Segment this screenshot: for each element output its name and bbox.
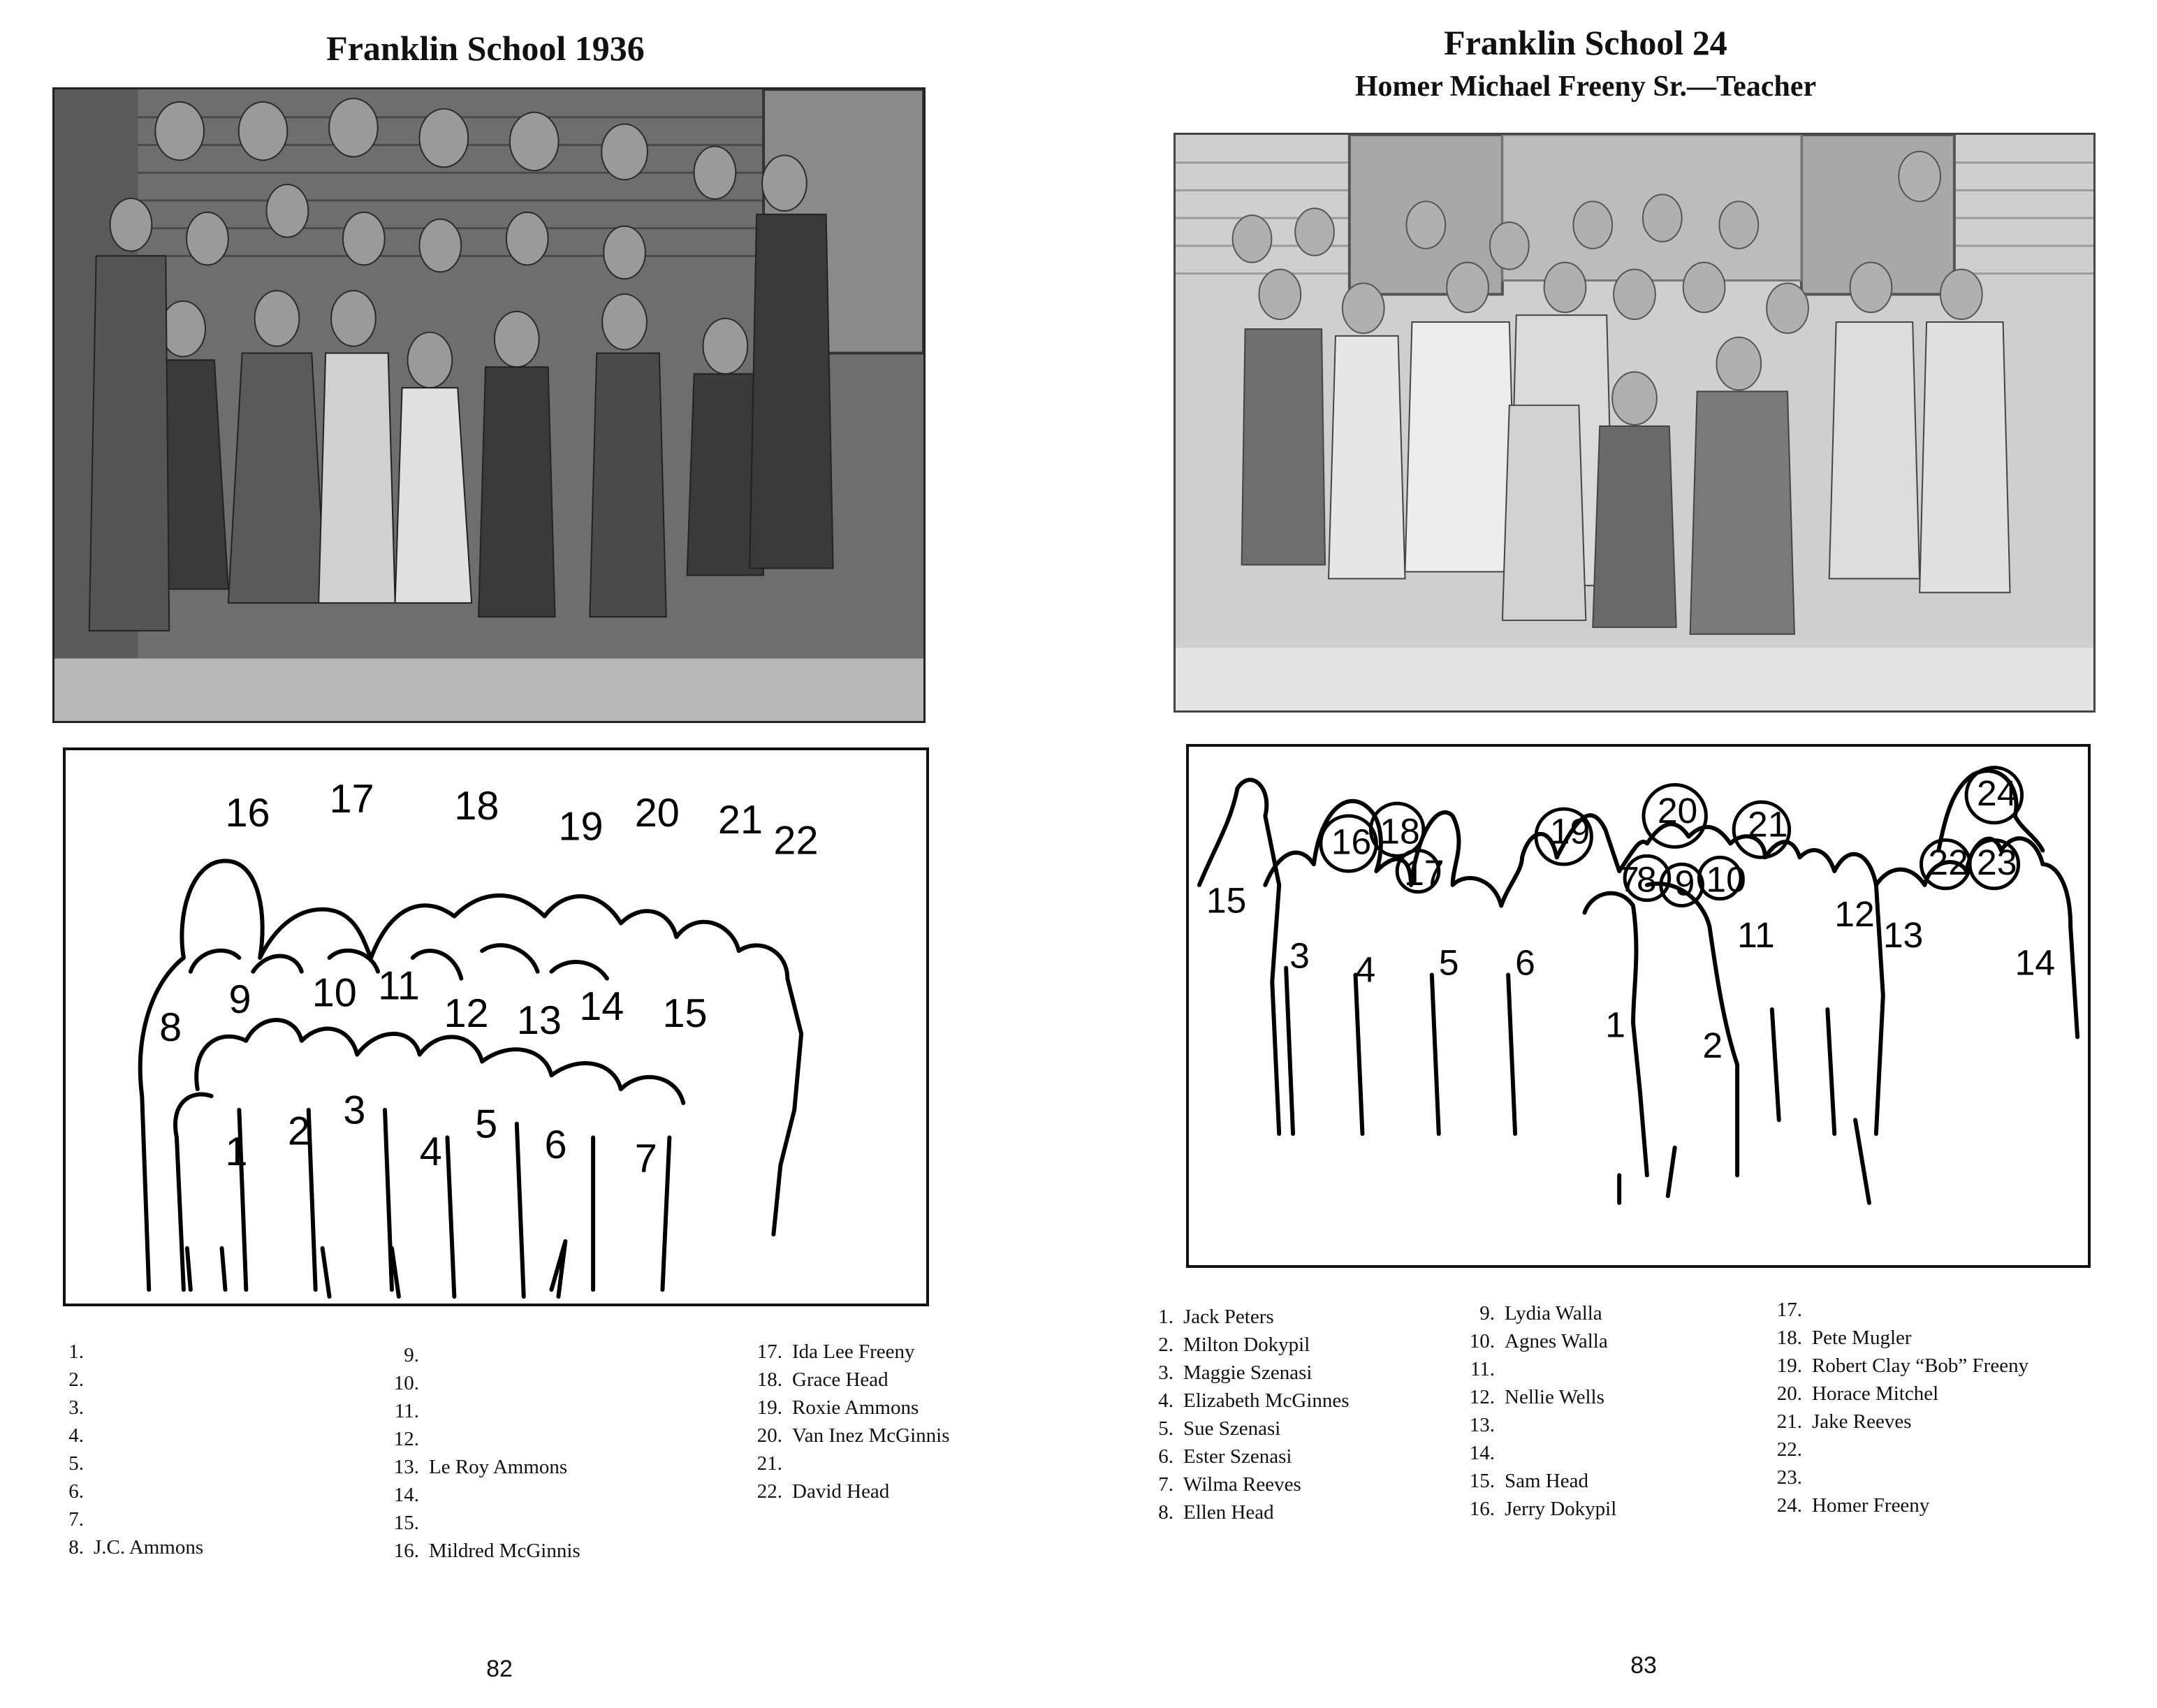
roster-entry: [42, 1505, 94, 1533]
roster-number: 13.: [1469, 1414, 1495, 1436]
roster-number: 1.: [68, 1341, 84, 1363]
key-label: 1: [225, 1130, 248, 1174]
roster-entry: [1453, 1383, 1604, 1411]
roster-name: Mildred McGinnis: [429, 1540, 580, 1562]
key-label: 4: [1355, 949, 1376, 990]
key-label: 17: [1404, 852, 1445, 893]
key-label: 3: [343, 1088, 366, 1133]
roster-name: Robert Clay “Bob” Freeny: [1812, 1355, 2029, 1377]
roster-number: 24.: [1776, 1494, 1802, 1517]
right-page: [1132, 0, 2157, 1708]
roster-entry: [1453, 1411, 1505, 1439]
key-label: 10: [312, 970, 357, 1016]
roster-number: 16.: [1469, 1498, 1495, 1520]
key-label: 14: [579, 984, 624, 1030]
roster-name: Le Roy Ammons: [429, 1456, 568, 1478]
roster-entry: [1132, 1359, 1312, 1387]
key-label: 7: [1619, 859, 1639, 900]
roster-entry: [1760, 1380, 1938, 1408]
roster-name: J.C. Ammons: [94, 1536, 204, 1559]
roster-number: 19.: [756, 1396, 782, 1419]
roster-entry: [1760, 1352, 2028, 1380]
roster-number: 22.: [1776, 1438, 1802, 1461]
roster-entry: [1132, 1387, 1350, 1415]
key-label: 19: [558, 804, 604, 849]
roster-entry: [1453, 1495, 1616, 1523]
key-label: 18: [454, 784, 499, 829]
roster-name: Ida Lee Freeny: [792, 1341, 915, 1363]
roster-name: Lydia Walla: [1505, 1302, 1602, 1324]
roster-number: 12.: [393, 1428, 419, 1450]
roster-entry: [740, 1338, 915, 1366]
roster-name: Roxie Ammons: [792, 1396, 919, 1419]
roster-name: Jake Reeves: [1812, 1410, 1912, 1433]
roster-entry: [1760, 1408, 1912, 1436]
roster-number: 14.: [1469, 1442, 1495, 1464]
key-label: 2: [1702, 1025, 1723, 1066]
key-number-labels: [1206, 773, 2055, 1065]
roster-number: 1.: [1158, 1306, 1173, 1328]
roster-number: 5.: [68, 1452, 84, 1475]
roster-number: 7.: [68, 1508, 84, 1531]
roster-entry: [1132, 1470, 1301, 1498]
key-label: 1: [1605, 1004, 1626, 1045]
key-label: 9: [1674, 862, 1695, 903]
roster-entry: [1760, 1436, 1812, 1464]
roster-number: 2.: [68, 1368, 84, 1391]
roster-number: 8.: [1158, 1501, 1173, 1524]
roster-number: 17.: [756, 1341, 782, 1363]
roster-name: Jerry Dokypil: [1505, 1498, 1617, 1520]
key-label: 11: [378, 963, 420, 1009]
key-label: 19: [1549, 810, 1591, 852]
roster-entry: [1132, 1303, 1274, 1331]
roster-name: Wilma Reeves: [1183, 1473, 1301, 1496]
roster-entry: [377, 1341, 429, 1369]
roster-number: 10.: [393, 1372, 419, 1394]
roster-entry: [1760, 1464, 1812, 1491]
roster-number: 10.: [1469, 1330, 1495, 1352]
page-number: 83: [1630, 1652, 1657, 1679]
key-label: 12: [444, 991, 489, 1036]
roster-number: 14.: [393, 1484, 419, 1506]
right-page-subtitle: Homer Michael Freeny Sr.—Teacher: [1354, 71, 1817, 103]
roster-entry: [377, 1425, 429, 1453]
roster-number: 6.: [1158, 1445, 1173, 1468]
roster-entry: [42, 1394, 94, 1422]
roster-entry: [1132, 1415, 1280, 1443]
roster-entry: [1132, 1331, 1310, 1359]
key-label: 15: [662, 991, 708, 1036]
key-label: 13: [1882, 914, 1924, 955]
roster-number: 8.: [68, 1536, 84, 1559]
key-label: 13: [516, 998, 562, 1043]
roster-name: Sam Head: [1505, 1470, 1588, 1492]
key-label: 3: [1289, 935, 1310, 976]
roster-number: 5.: [1158, 1417, 1173, 1440]
roster-number: 16.: [393, 1540, 419, 1562]
roster-name: Maggie Szenasi: [1183, 1362, 1313, 1384]
roster-name: Horace Mitchel: [1812, 1382, 1939, 1405]
roster-entry: [1132, 1443, 1292, 1470]
roster-entry: [1453, 1439, 1505, 1467]
roster-number: 22.: [756, 1480, 782, 1503]
roster-entry: [377, 1397, 429, 1425]
roster-number: 18.: [756, 1368, 782, 1391]
roster-name: Milton Dokypil: [1183, 1334, 1310, 1356]
roster-entry: [1453, 1467, 1588, 1495]
key-label: 7: [634, 1136, 657, 1181]
roster-number: 21.: [1776, 1410, 1802, 1433]
roster-entry: [740, 1394, 919, 1422]
key-number-labels: [159, 777, 818, 1181]
key-label: 20: [634, 790, 680, 835]
roster-name: Ellen Head: [1183, 1501, 1274, 1524]
roster-name: Van Inez McGinnis: [792, 1424, 950, 1447]
roster-name: Sue Szenasi: [1183, 1417, 1281, 1440]
roster-number: 6.: [68, 1480, 84, 1503]
key-label: 18: [1380, 810, 1420, 852]
roster-name: Agnes Walla: [1505, 1330, 1608, 1352]
roster-entry: [740, 1450, 792, 1477]
key-label: 8: [1637, 859, 1657, 900]
roster-number: 15.: [393, 1512, 419, 1534]
roster-name: Jack Peters: [1183, 1306, 1274, 1328]
roster-entry: [740, 1477, 889, 1505]
key-label: 14: [2015, 942, 2056, 983]
roster-number: 4.: [1158, 1389, 1173, 1412]
roster-entry: [1453, 1327, 1608, 1355]
roster-name: David Head: [792, 1480, 890, 1503]
key-label: 15: [1206, 879, 1247, 921]
roster-entry: [42, 1450, 94, 1477]
key-label: 16: [225, 790, 270, 835]
roster-entry: [377, 1537, 580, 1565]
roster-entry: [42, 1338, 94, 1366]
roster-entry: [1760, 1324, 1912, 1352]
roster-entry: [42, 1533, 203, 1561]
right-page-title: Franklin School 24: [1444, 23, 1727, 62]
left-page-title: Franklin School 1936: [326, 29, 645, 68]
key-label: 22: [1928, 842, 1968, 883]
roster-name: Ester Szenasi: [1183, 1445, 1292, 1468]
roster-number: 15.: [1469, 1470, 1495, 1492]
roster-name: Elizabeth McGinnes: [1183, 1389, 1350, 1412]
key-label: 12: [1834, 893, 1875, 935]
roster-name: Homer Freeny: [1812, 1494, 1930, 1517]
roster-entry: [1453, 1299, 1602, 1327]
roster-entry: [1760, 1296, 1812, 1324]
roster-number: 13.: [393, 1456, 419, 1478]
roster-entry: [42, 1422, 94, 1450]
roster-number: 21.: [756, 1452, 782, 1475]
roster-number: 3.: [68, 1396, 84, 1419]
roster-entry: [1453, 1355, 1505, 1383]
roster-number: 11.: [1470, 1358, 1495, 1380]
roster-name: Grace Head: [792, 1368, 889, 1391]
roster-number: 2.: [1158, 1334, 1173, 1356]
roster-entry: [42, 1477, 94, 1505]
key-label: 5: [475, 1102, 498, 1147]
key-label: 6: [544, 1123, 567, 1168]
roster-number: 12.: [1469, 1386, 1495, 1408]
key-label: 5: [1438, 942, 1459, 983]
roster-entry: [1760, 1491, 1929, 1519]
roster-entry: [740, 1422, 950, 1450]
roster-number: 23.: [1776, 1466, 1802, 1489]
roster-entry: [42, 1366, 94, 1394]
key-label: 11: [1737, 914, 1775, 955]
class-photo-school-24: [1173, 133, 2096, 713]
roster-number: 17.: [1776, 1299, 1802, 1321]
key-label: 10: [1706, 859, 1746, 900]
page-number: 82: [486, 1656, 513, 1682]
roster-number: 4.: [68, 1424, 84, 1447]
roster-number: 7.: [1158, 1473, 1173, 1496]
key-diagram-school-24: [1186, 744, 2091, 1268]
roster-entry: [740, 1366, 889, 1394]
key-label: 16: [1331, 821, 1372, 862]
roster-number: 9.: [404, 1344, 419, 1366]
silhouette-outlines: [140, 861, 801, 1297]
roster-entry: [377, 1481, 429, 1509]
key-diagram-1936: [63, 747, 929, 1306]
roster-number: 20.: [756, 1424, 782, 1447]
key-label: 4: [419, 1130, 442, 1174]
roster-entry: [377, 1453, 567, 1481]
roster-number: 19.: [1776, 1355, 1802, 1377]
key-label: 24: [1976, 773, 2017, 814]
roster-name: Pete Mugler: [1812, 1327, 1912, 1349]
key-label: 21: [1748, 803, 1788, 845]
roster-entry: [1132, 1498, 1274, 1526]
key-label: 6: [1515, 942, 1535, 983]
key-label: 22: [773, 818, 819, 863]
roster-name: Nellie Wells: [1505, 1386, 1604, 1408]
roster-entry: [377, 1509, 429, 1537]
key-label: 23: [1976, 842, 2017, 883]
roster-number: 18.: [1776, 1327, 1802, 1349]
roster-number: 3.: [1158, 1362, 1173, 1384]
key-label: 8: [159, 1005, 182, 1050]
roster-number: 11.: [394, 1400, 419, 1422]
key-label: 21: [717, 797, 763, 842]
key-label: 9: [228, 977, 251, 1023]
key-label: 17: [329, 777, 374, 822]
roster-number: 20.: [1776, 1382, 1802, 1405]
class-photo-1936: [52, 87, 926, 723]
roster-entry: [377, 1369, 429, 1397]
key-label: 2: [287, 1109, 310, 1154]
roster-number: 9.: [1479, 1302, 1495, 1324]
key-label: 20: [1657, 789, 1698, 831]
